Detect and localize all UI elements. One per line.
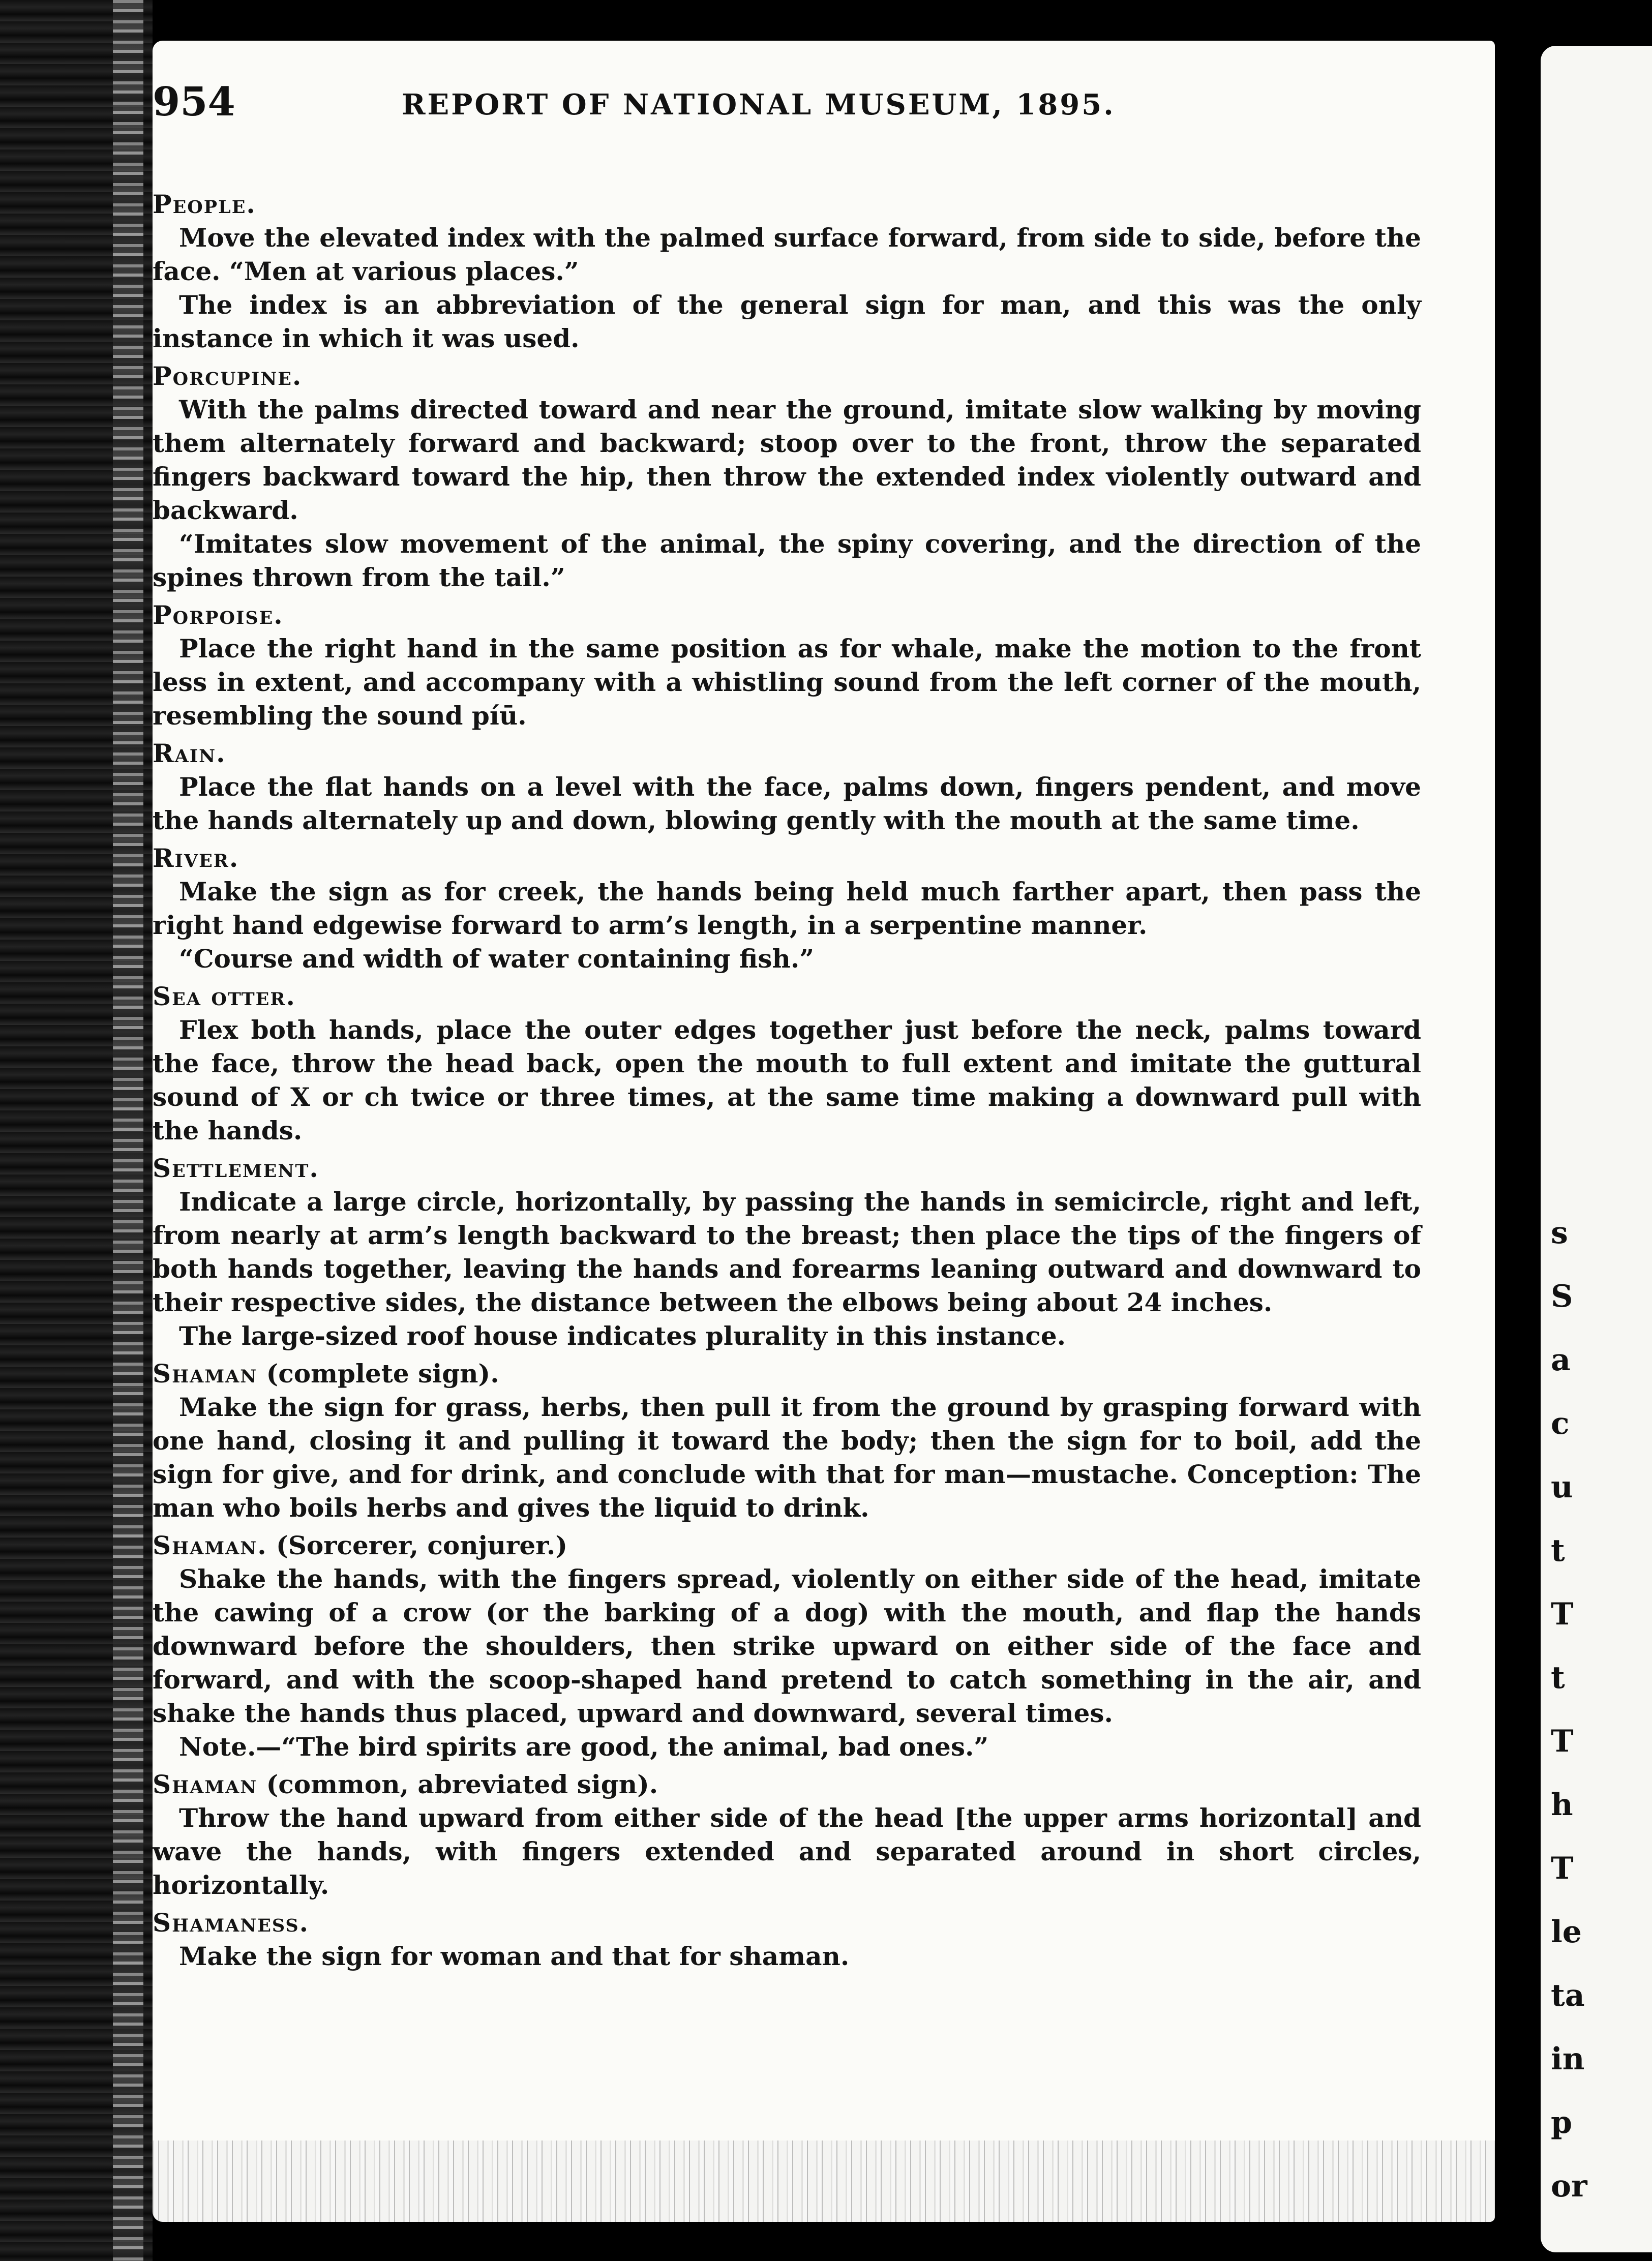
page-body: [153, 186, 1421, 1977]
entry-term: [153, 1529, 1421, 1562]
entry-term: [153, 1357, 1421, 1391]
facing-page-fragment: a: [1551, 1342, 1571, 1378]
entry-paragraph: Make the sign for grass, herbs, then pull it from the ground by grasping forward with one hand, closing it and pulling it toward the body; then the sign for to boil, add the sign for give, and for drink, and conclude with that for man—mustache. Conception: The man who boils herbs and gives the liquid to drink.: [153, 1392, 1421, 1523]
entry-term: [153, 188, 1421, 221]
page-bottom-edge: [153, 2141, 1495, 2222]
entry-paragraph: With the palms directed toward and near the ground, imitate slow walking by moving them alternately forward and backward; stoop over to the front, throw the separated fingers backward toward the hip, then throw the extended index violently outward and backward.: [153, 395, 1421, 525]
entry-term: [153, 841, 1421, 875]
facing-page-fragment: p: [1551, 2105, 1572, 2141]
entry-term-word: Shaman: [153, 1359, 258, 1389]
facing-page-fragment: T: [1551, 1851, 1574, 1886]
entry: [153, 1906, 1421, 1973]
entry-term-qualifier: (common, abreviated sign).: [257, 1769, 658, 1799]
entry: [153, 598, 1421, 733]
entry-term-word: Rain.: [153, 738, 226, 768]
entry: [153, 1529, 1421, 1764]
entry-term: [153, 598, 1421, 632]
entry-term-word: Shaman.: [153, 1530, 267, 1560]
entry-paragraph: Place the right hand in the same position as for whale, make the motion to the front less in extent, and accompany with a whistling sound from the left corner of the mouth, resembling the sound píū.: [153, 634, 1421, 731]
book-binding: [0, 0, 153, 2261]
entry: [153, 359, 1421, 594]
entry-term-word: Porpoise.: [153, 600, 284, 630]
entry-paragraph: The index is an abbreviation of the general sign for man, and this was the only instance in which it was used.: [153, 290, 1421, 353]
entry-term-word: Porcupine.: [153, 361, 303, 391]
entry-term-word: Settlement.: [153, 1153, 319, 1183]
page-header: [153, 79, 1424, 135]
facing-page-fragment: t: [1551, 1533, 1565, 1569]
facing-page-fragment: in: [1551, 2041, 1585, 2077]
entry-paragraph: Note.—“The bird spirits are good, the animal, bad ones.”: [179, 1732, 989, 1762]
entry: [153, 980, 1421, 1148]
entry-term-word: Shaman: [153, 1769, 258, 1799]
entry-paragraph: “Course and width of water containing fish.”: [179, 944, 815, 974]
entry-term-word: River.: [153, 843, 239, 873]
entry-term: [153, 1906, 1421, 1940]
entry-term: [153, 980, 1421, 1013]
entry: [153, 1357, 1421, 1525]
running-head: REPORT OF NATIONAL MUSEUM, 1895.: [402, 88, 1116, 122]
entry-paragraph: Throw the hand upward from either side of the head [the upper arms horizontal] and wave the hands, with fingers extended and separated around in short circles, horizontally.: [153, 1803, 1421, 1900]
entry-term-word: Sea otter.: [153, 981, 296, 1011]
entry-paragraph: Flex both hands, place the outer edges together just before the neck, palms toward the face, throw the head back, open the mouth to full extent and imitate the guttural sound of X or ch twice or three times, at the same time making a downward pull with the hands.: [153, 1015, 1421, 1145]
entry-term: [153, 737, 1421, 770]
entry-term: [153, 1768, 1421, 1801]
entry-paragraph: “Imitates slow movement of the animal, the spiny covering, and the direction of the spines thrown from the tail.”: [153, 529, 1421, 592]
facing-page-fragment: ta: [1551, 1978, 1585, 2013]
facing-page-edge: [1541, 46, 1652, 2252]
facing-page-fragment: T: [1551, 1724, 1574, 1759]
facing-page-fragment: le: [1551, 1914, 1582, 1950]
entry-term-qualifier: (complete sign).: [257, 1359, 499, 1389]
entry: [153, 1152, 1421, 1353]
facing-page-fragment: s: [1551, 1215, 1568, 1251]
entry-term-qualifier: (Sorcerer, conjurer.): [267, 1530, 567, 1560]
entry: [153, 737, 1421, 837]
facing-page-fragment: or: [1551, 2168, 1587, 2204]
entry-term: [153, 359, 1421, 393]
entry-paragraph: The large-sized roof house indicates plurality in this instance.: [179, 1321, 1066, 1351]
entry-paragraph: Move the elevated index with the palmed surface forward, from side to side, before the face. “Men at various places.”: [153, 223, 1421, 286]
entry: [153, 841, 1421, 976]
entry-paragraph: Make the sign for woman and that for shaman.: [179, 1941, 850, 1971]
facing-page-fragment: t: [1551, 1660, 1565, 1696]
entry-paragraph: Shake the hands, with the fingers spread, violently on either side of the head, imitate the cawing of a crow (or the barking of a dog) with the mouth, and flap the hands downward before the shoulders, then strike upward on either side of the face and forward, and with the scoop-shaped hand pretend to catch something in the air, and shake the hands thus placed, upward and downward, several times.: [153, 1564, 1421, 1728]
facing-page-fragment: h: [1551, 1787, 1573, 1823]
entry: [153, 188, 1421, 355]
entry-paragraph: Indicate a large circle, horizontally, by passing the hands in semicircle, right and left, from nearly at arm’s length backward to the breast; then place the tips of the fingers of both hands together, leaving the hands and forearms leaning outward and downward to their respective sides, the distance between the elbows being about 24 inches.: [153, 1187, 1421, 1317]
facing-page-fragment: u: [1551, 1469, 1573, 1505]
entry: [153, 1768, 1421, 1902]
entry-term: [153, 1152, 1421, 1185]
entry-term-word: People.: [153, 189, 256, 219]
facing-page-fragment: c: [1551, 1406, 1570, 1441]
facing-page-fragment: T: [1551, 1596, 1574, 1632]
facing-page-fragment: S: [1551, 1279, 1573, 1314]
entry-paragraph: Place the flat hands on a level with the face, palms down, fingers pendent, and move the hands alternately up and down, blowing gently with the mouth at the same time.: [153, 772, 1421, 835]
entry-term-word: Shamaness.: [153, 1908, 310, 1938]
page-number: 954: [153, 79, 235, 125]
entry-paragraph: Make the sign as for creek, the hands being held much farther apart, then pass the right hand edgewise forward to arm’s length, in a serpentine manner.: [153, 877, 1421, 940]
